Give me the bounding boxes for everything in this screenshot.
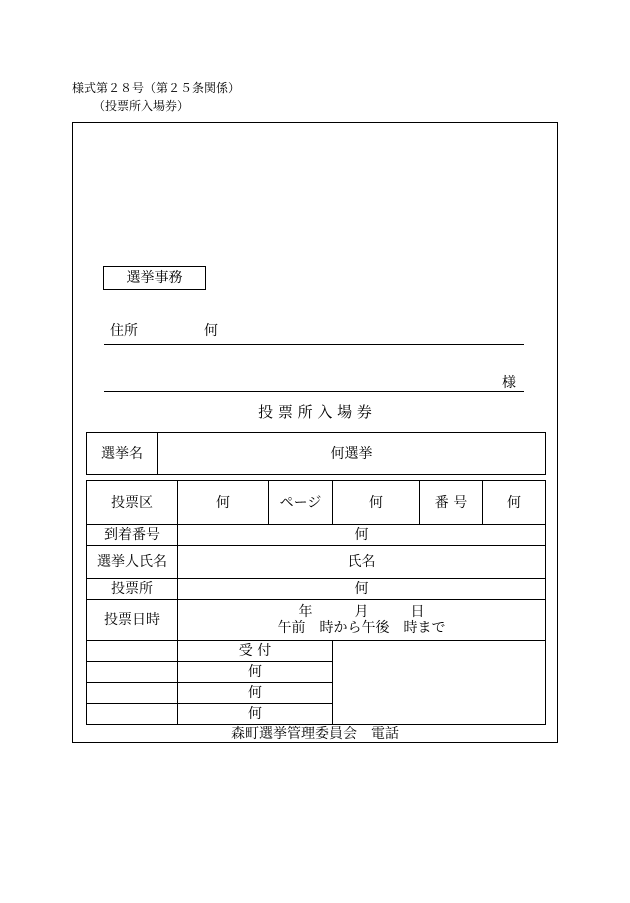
voting-date: 年 月 日	[298, 604, 425, 620]
election-label: 選挙名	[87, 433, 158, 475]
ticket-details-table	[86, 480, 546, 725]
form-number: 様式第２８号（第２５条関係）	[72, 81, 241, 95]
voting-datetime-label: 投票日時	[87, 600, 178, 641]
reception-side-cell	[87, 683, 178, 704]
reception-side-cell	[87, 641, 178, 662]
page-label: ページ	[269, 481, 333, 525]
address-underline	[104, 344, 524, 345]
reception-label: 受 付	[178, 641, 333, 662]
voting-datetime-value	[178, 600, 546, 641]
number-label: 番 号	[420, 481, 483, 525]
page-value: 何	[333, 481, 420, 525]
issuer-footer: 森町選挙管理委員会 電話	[231, 726, 399, 742]
polling-place-label: 投票所	[87, 579, 178, 600]
office-label: 選挙事務	[103, 266, 206, 290]
district-value: 何	[178, 481, 269, 525]
voter-label: 選挙人氏名	[87, 546, 178, 579]
form-title: （投票所入場券）	[93, 99, 190, 113]
arrival-label: 到着番号	[87, 525, 178, 546]
election-value: 何選挙	[158, 433, 546, 475]
address-label: 住所	[110, 323, 138, 339]
number-value: 何	[483, 481, 546, 525]
district-label: 投票区	[87, 481, 178, 525]
reception-side-cell	[87, 662, 178, 683]
reception-row: 何	[178, 704, 333, 725]
reception-row: 何	[178, 683, 333, 704]
voter-value: 氏名	[178, 546, 546, 579]
voting-time: 午前 時から午後 時まで	[277, 620, 446, 636]
election-table	[86, 432, 546, 475]
reception-side-cell	[87, 704, 178, 725]
address-value: 何	[204, 323, 218, 339]
name-underline	[104, 391, 524, 392]
polling-place-value: 何	[178, 579, 546, 600]
ticket-title: 投 票 所 入 場 券	[258, 403, 372, 421]
arrival-value: 何	[178, 525, 546, 546]
addressee-suffix: 様	[502, 375, 516, 391]
reception-blank-area	[333, 641, 546, 725]
reception-row: 何	[178, 662, 333, 683]
